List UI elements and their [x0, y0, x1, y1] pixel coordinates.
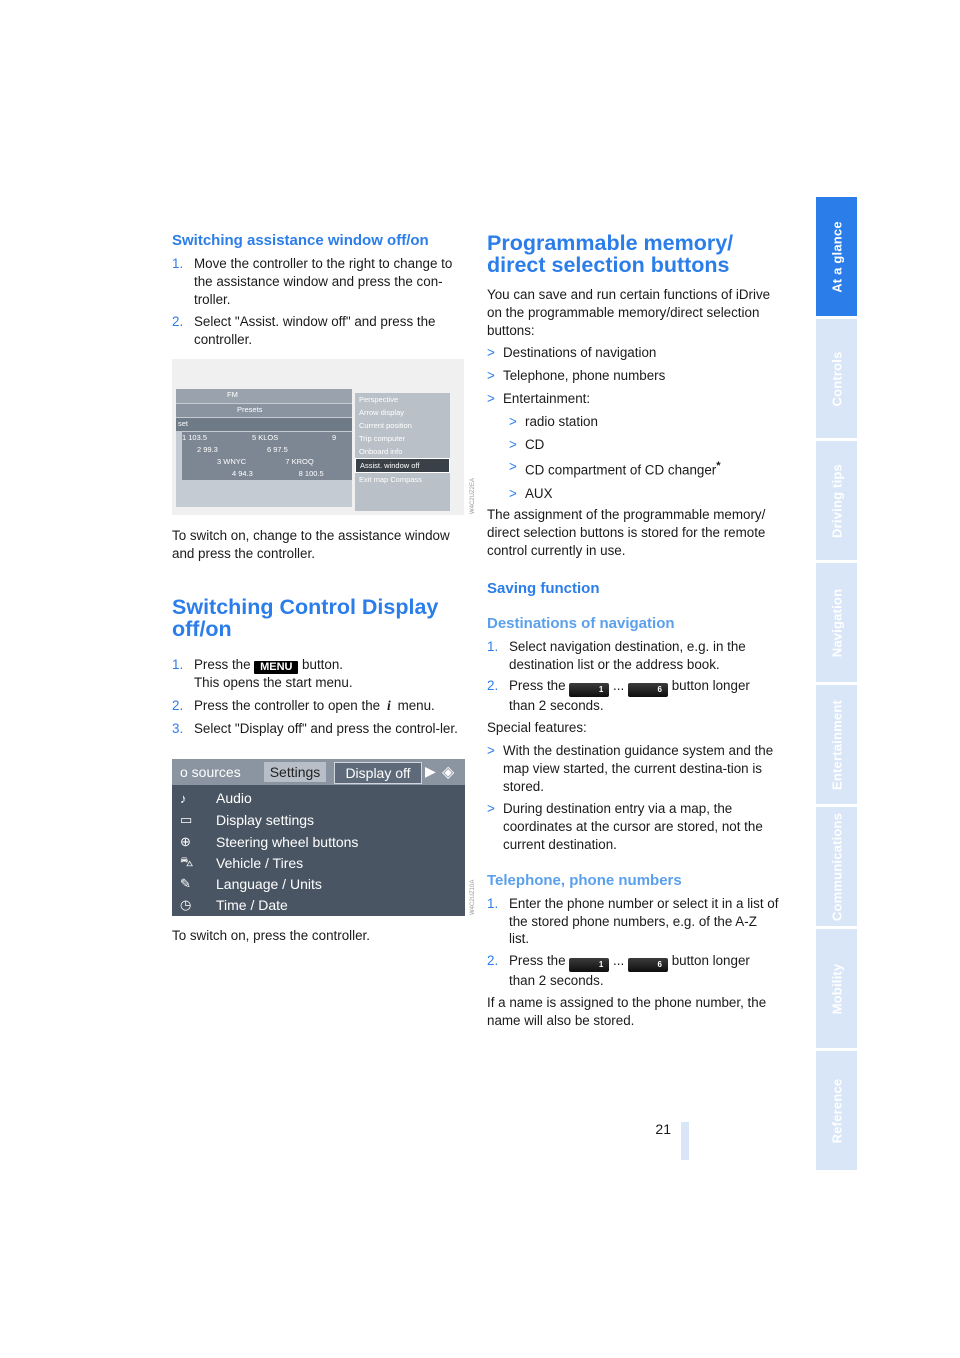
paragraph: You can save and run certain functions of iDrive on the programmable memory/direct selection buttons:	[487, 287, 771, 338]
list-item[interactable]: ✎ Language / Units	[180, 876, 322, 892]
list-item: 1. Move the controller to the right to change to the assistance window and press the con-troller.	[172, 256, 453, 307]
set-label: set	[178, 419, 189, 428]
list-item[interactable]: ⊕ Steering wheel buttons	[180, 834, 359, 850]
paragraph: The assignment of the programmable memory/ direct selection buttons is stored for the remote control currently in use.	[487, 507, 766, 559]
assistance-menu	[355, 393, 450, 511]
section-title: Programmable memory/ direct selection buttons	[487, 231, 734, 277]
section-title: Switching Control Display off/on	[172, 595, 439, 641]
sub-list-item: > radio station	[509, 413, 598, 429]
paragraph: To switch on, change to the assistance window and press the controller.	[172, 528, 450, 561]
menu-item[interactable]: Current position	[359, 421, 412, 430]
list-item: > Entertainment:	[487, 390, 591, 406]
memory-button-1-icon: 1	[569, 683, 609, 697]
preset-list: 1 103.5 5 KLOS 9 2 99.3 6 97.5 3 WNYC 7 KROQ 4 94.3 8 100.5	[182, 432, 352, 480]
paragraph: Special features:	[487, 720, 587, 736]
list-item: 2. Press the controller to open the i menu.	[172, 697, 435, 713]
info-icon: i	[386, 697, 391, 713]
image-code: W4C2UZ10A	[470, 879, 476, 915]
image-code: W4C2UZ2EA	[470, 477, 476, 514]
menu-button-icon: MENU	[254, 661, 298, 674]
memory-button-1-icon: 1	[569, 958, 609, 972]
display-off-button[interactable]: Display off	[334, 762, 422, 784]
arrow-right-icon[interactable]: ▶	[425, 763, 436, 779]
fm-label: FM	[227, 390, 238, 399]
menu-item[interactable]: Trip computer	[359, 434, 405, 443]
list-item: > During destination entry via a map, the coordinates at the cursor are stored, not the current destination.	[487, 801, 763, 852]
tab-sources[interactable]: o sources	[180, 764, 241, 780]
subsection-title: Saving function	[487, 579, 600, 597]
tab-mobility[interactable]: Mobility	[816, 929, 857, 1051]
assistance-window-screenshot	[172, 359, 464, 515]
menu-item[interactable]: Onboard info	[359, 447, 403, 456]
list-item[interactable]: ◷ Time / Date	[180, 897, 288, 913]
display-icon: ▭	[180, 812, 193, 827]
section-assistance-window	[172, 232, 464, 349]
car-icon: ⛍	[180, 854, 194, 869]
paragraph: If a name is assigned to the phone number, the name will also be stored.	[487, 994, 767, 1028]
list-item[interactable]: ♪ Audio	[180, 790, 252, 806]
subsection-title: Destinations of navigation	[487, 614, 675, 632]
list-item: 3. Select "Display off" and press the control-ler.	[172, 720, 458, 736]
memory-button-6-icon: 6	[628, 958, 668, 972]
page-number: 21	[655, 1121, 671, 1137]
menu-item[interactable]: Exit map Compass	[359, 475, 422, 484]
tab-communications[interactable]: Communications	[816, 807, 857, 929]
optional-equipment-star: *	[716, 460, 721, 473]
settings-menu-screenshot	[172, 759, 465, 916]
paragraph: To switch on, press the controller.	[172, 928, 370, 943]
menu-item-selected[interactable]: Assist. window off	[355, 458, 450, 473]
list-item: 2. Press the 1 ... 6 button longer than 2 seconds.	[487, 678, 750, 714]
list-item[interactable]: ▭ Display settings	[180, 812, 315, 828]
tab-navigation[interactable]: Navigation	[816, 563, 857, 685]
subsection-title: Telephone, phone numbers	[487, 871, 682, 889]
tab-at-a-glance[interactable]: At a glance	[816, 197, 857, 319]
audio-icon: ♪	[180, 790, 187, 806]
presets-label: Presets	[237, 405, 263, 414]
list-item[interactable]: ⛍ Vehicle / Tires	[180, 854, 304, 871]
list-item: 1. Enter the phone number or select it in a list of the stored phone numbers, e.g. of the A-Z list.	[487, 895, 779, 947]
tab-driving-tips[interactable]: Driving tips	[816, 441, 857, 563]
list-item: 1. Press the MENU button. This opens the start menu.	[172, 657, 353, 690]
sub-list-item: > AUX	[509, 485, 553, 501]
list-item: > Destinations of navigation	[487, 345, 657, 361]
clock-icon: ◷	[180, 897, 192, 912]
list-item: > With the destination guidance system and the map view started, the current destina-tion is stored.	[487, 743, 774, 794]
chapter-sidebar	[816, 197, 857, 1173]
tab-reference[interactable]: Reference	[816, 1051, 857, 1173]
language-icon: ✎	[180, 876, 191, 891]
controller-icon: ◈	[442, 764, 455, 781]
list-item: > Telephone, phone numbers	[487, 368, 666, 384]
sub-list-item: > CD compartment of CD changer*	[509, 459, 721, 478]
page-number-bar	[681, 1122, 689, 1160]
menu-item[interactable]: Perspective	[359, 395, 399, 404]
section-control-display	[172, 596, 464, 737]
tab-controls[interactable]: Controls	[816, 319, 857, 441]
list-item: 2. Select "Assist. window off" and press the controller.	[172, 314, 436, 348]
list-item: 2. Press the 1 ... 6 button longer than 2 seconds.	[487, 953, 750, 989]
tab-entertainment[interactable]: Entertainment	[816, 685, 857, 807]
menu-item[interactable]: Arrow display	[359, 408, 405, 417]
steering-wheel-icon: ⊕	[180, 834, 191, 849]
section-title: Switching assistance window off/on	[172, 232, 429, 249]
section-programmable-buttons	[487, 232, 779, 1030]
sub-list-item: > CD	[509, 436, 545, 452]
memory-button-6-icon: 6	[628, 683, 668, 697]
list-item: 1. Select navigation destination, e.g. in the destination list or the address book.	[487, 638, 746, 672]
tab-settings[interactable]: Settings	[264, 762, 326, 782]
